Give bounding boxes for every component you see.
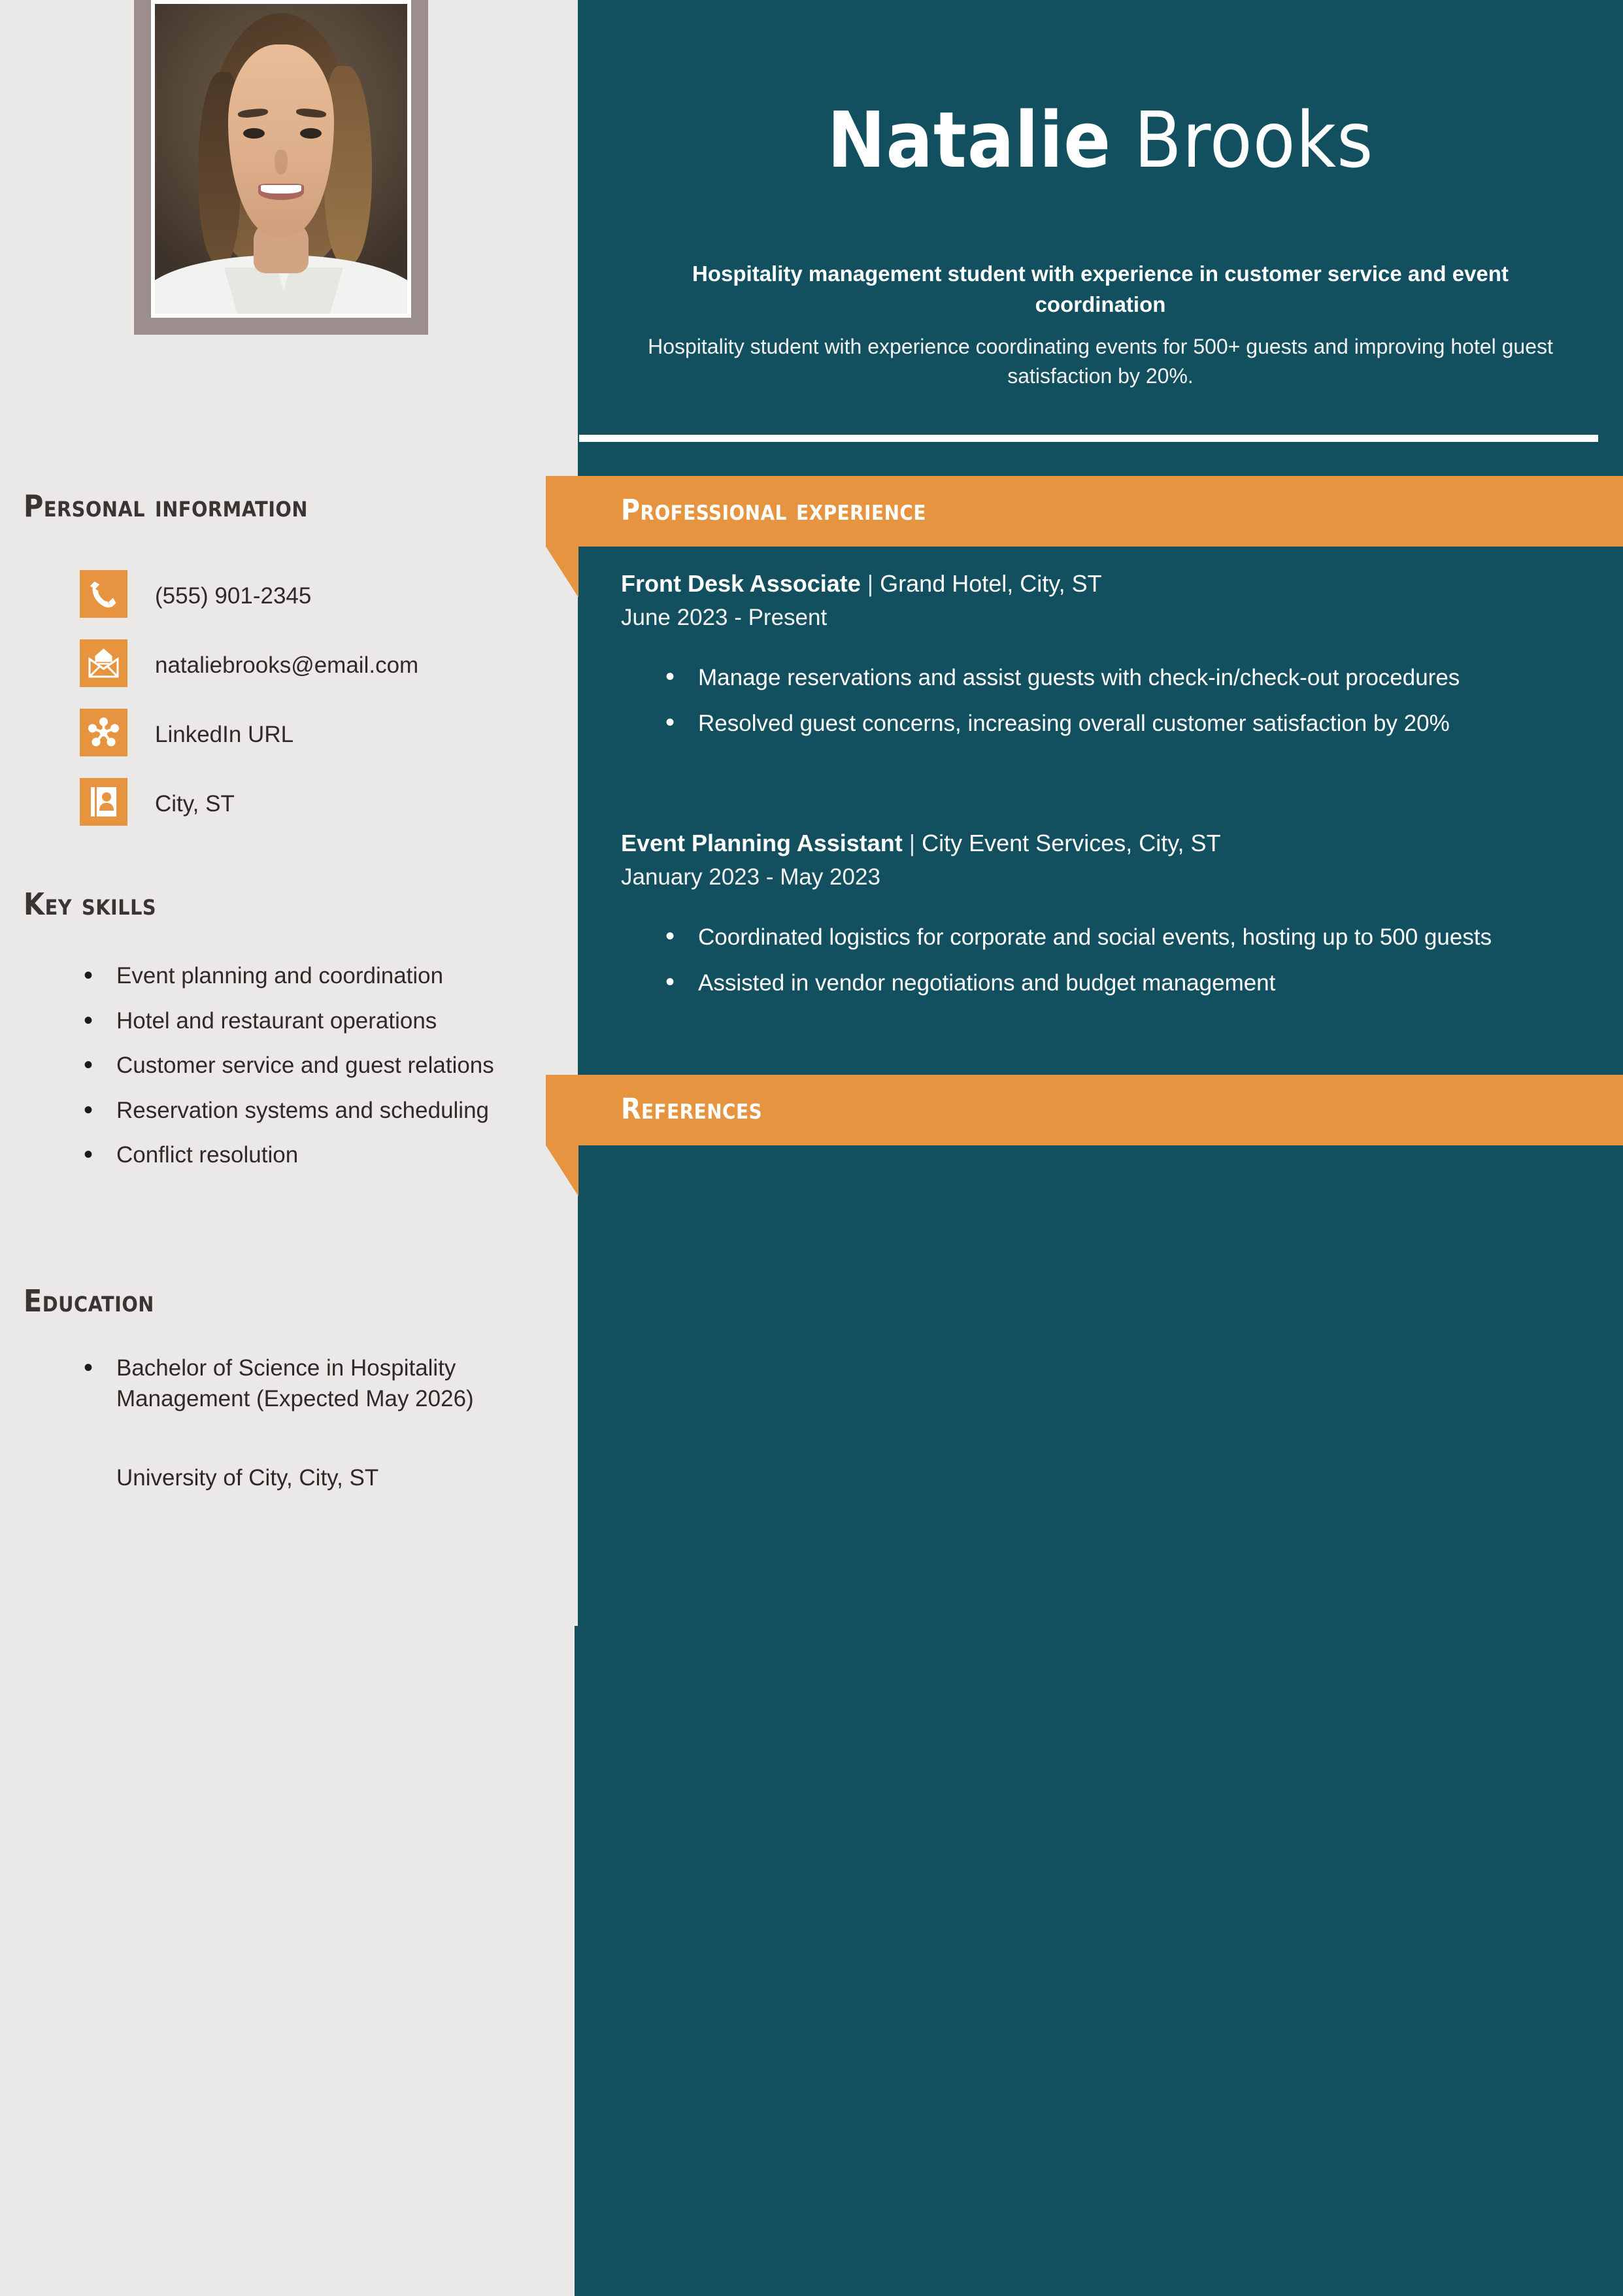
job-role: Event Planning Assistant (621, 830, 903, 856)
professional-summary: Hospitality student with experience coordinating events for 500+ guests and improving hotel guest satisfaction by 20%. (648, 335, 1553, 388)
job-organization: Grand Hotel, City, ST (880, 570, 1102, 597)
section-banner-tail-professional-experience (546, 547, 578, 598)
list-item: • Hotel and restaurant operations (68, 1006, 526, 1037)
section-heading-professional-experience: Professional experience (621, 494, 926, 527)
header-divider (579, 435, 1598, 442)
contact-row-email[interactable] (80, 639, 537, 692)
address-book-icon (80, 778, 127, 826)
main-panel-background (578, 0, 1623, 1626)
contact-row-location[interactable] (80, 778, 537, 830)
profile-photo (155, 4, 407, 314)
key-skills-list (68, 961, 526, 1185)
contact-value-email: nataliebrooks@email.com (155, 652, 419, 678)
last-name: Brooks (1133, 95, 1374, 185)
education-list (68, 1353, 526, 1428)
job-title-line (621, 828, 1588, 858)
experience-entry (621, 569, 1588, 754)
job-separator: | (860, 570, 880, 597)
contact-value-location: City, ST (155, 791, 235, 817)
job-title-line (621, 569, 1588, 599)
envelope-icon (80, 639, 127, 687)
first-name: Natalie (827, 95, 1112, 185)
list-item: • Reservation systems and scheduling (68, 1096, 526, 1126)
list-item: • Resolved guest concerns, increasing overall customer satisfaction by 20% (621, 709, 1588, 739)
network-icon (80, 709, 127, 756)
contact-row-linkedin[interactable] (80, 709, 537, 761)
list-item: • Coordinated logistics for corporate and social events, hosting up to 500 guests (621, 922, 1588, 953)
list-item: • Event planning and coordination (68, 961, 526, 992)
list-item: • Assisted in vendor negotiations and budget management (621, 968, 1588, 998)
list-item: • Conflict resolution (68, 1140, 526, 1171)
job-organization: City Event Services, City, ST (922, 830, 1221, 856)
job-separator: | (902, 830, 922, 856)
job-bullets (621, 663, 1588, 739)
list-item: • Customer service and guest relations (68, 1051, 526, 1081)
education-institution: University of City, City, ST (116, 1465, 379, 1491)
list-item: • Bachelor of Science in Hospitality Management (Expected May 2026) (68, 1353, 526, 1414)
list-item: • Manage reservations and assist guests with check-in/check-out procedures (621, 663, 1588, 693)
job-bullets (621, 922, 1588, 998)
phone-icon (80, 570, 127, 618)
profile-photo-frame (134, 0, 428, 335)
main-panel-background-lower (575, 1626, 1623, 2296)
section-heading-key-skills: Key skills (24, 886, 157, 922)
section-heading-education: Education (24, 1283, 154, 1319)
contact-value-linkedin: LinkedIn URL (155, 722, 294, 747)
section-banner-tail-references (546, 1145, 578, 1196)
section-heading-personal-information: Personal information (24, 488, 308, 524)
profile-photo-mat (151, 0, 411, 318)
experience-entry (621, 828, 1588, 1014)
candidate-name (578, 95, 1623, 185)
contact-row-phone[interactable] (80, 570, 537, 622)
job-dates: June 2023 - Present (621, 605, 828, 631)
headline: Hospitality management student with experience in customer service and event coordination (692, 262, 1509, 316)
job-role: Front Desk Associate (621, 570, 861, 597)
contact-value-phone: (555) 901-2345 (155, 583, 312, 609)
job-dates: January 2023 - May 2023 (621, 864, 880, 890)
section-heading-references: References (621, 1092, 763, 1126)
